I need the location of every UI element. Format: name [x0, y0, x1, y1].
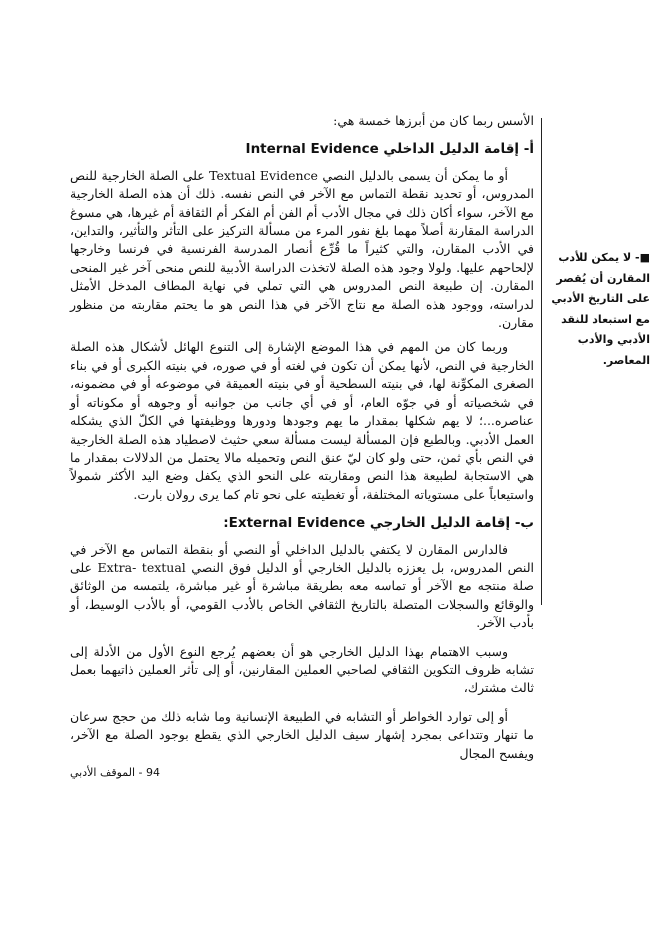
paragraph: فالدارس المقارن لا يكتفي بالدليل الداخلي أو النصي أو بنقطة التماس مع الآخر في النص المدروس، بل يعززه بالدليل الخارجي أو الدليل فوق النصي Extra- textual على صلة منتجه مع الآخر أو تماسه معه بطريقة مباشرة أو غير مباشرة، يلتمسه من الوثائق والوقائع والسجلات المتصلة بالتاريخ الثقافي الخاص بالأدب القومي، أو بالأدب الوسيط، أو بأدب الآخر.: [70, 541, 534, 631]
paragraph: أو ما يمكن أن يسمى بالدليل النصي Textual Evidence على الصلة الخارجية للنص المدروس، أو تحديد نقطة التماس مع الآخر في النص نفسه. ذلك أن هذه الصلة الخارجية مع الآخر، سواء أكان ذلك في مجال الأدب أم الفن أم الفكر أم الثقافة أم غيرها، هي مسوغ الدراسة المقارنة أصلاً مهما بلغ نفور المرء من مسألة التركيز على التأثر والتأثير، والتداين، في الأدب المقارن، والتي كثيراً ما قُرِّع أنصار المدرسة الفرنسية في فرنسا وخارجها لإلحاحهم عليها. ولولا وجود هذه الصلة لاتخذت الدراسة الأدبية للنص منحى آخر غير المنحى المقارن. إن طبيعة النص المدروس هي التي تملي في نهاية المطاف المدخل الأمثل لدراسته، ووجود هذه الصلة مع نتاج الآخر في هذا النص هو ما يحتم مقاربته من منظور مقارن.: [70, 167, 534, 331]
main-text-column: [70, 112, 534, 763]
section-heading-internal-evidence: أ- إقامة الدليل الداخلي Internal Evidence: [245, 141, 534, 158]
section-heading-external-evidence: ب- إقامة الدليل الخارجي External Evidence:: [223, 515, 534, 532]
page-footer: 94 - الموقف الأدبي: [70, 766, 161, 779]
margin-divider-line: [541, 118, 542, 605]
intro-line: الأسس ربما كان من أبرزها خمسة هي:: [333, 113, 534, 128]
margin-note: ■- لا يمكن للأدب المقارن أن يُقصر على التاريخ الأدبي مع استبعاد للنقد الأدبي والأدب المعاصر.: [551, 251, 650, 367]
paragraph: وسبب الاهتمام بهذا الدليل الخارجي هو أن بعضهم يُرجع النوع الأول من الأدلة إلى تشابه ظروف التكوين الثقافي لصاحبي العملين المقارنين، أو إلى تأثر العملين ذاتيهما بعمل ثالث مشترك،: [70, 643, 534, 696]
paragraph: وربما كان من المهم في هذا الموضع الإشارة إلى التنوع الهائل لأشكال هذه الصلة الخارجية في النص، لأنها يمكن أن تكون في لغته أو في صوره، في بنيته الكبرى أو في بناء الصغرى المكوِّنة لها، في بنيته السطحية أو في بنيته العميقة في موضوعه أو في مضمونه، في شخصياته أو في جوّه العام، أو في أي جانب من جوانبه أو وجوهه أو مكوناته أو عناصره...؛ لا يهم شكلها بمقدار ما يهم وجودها ودورها ووظيفتها في الكلّ الذي يشكله العمل الأدبي. وبالطبع فإن المسألة ليست مسألة سعي حثيث لاصطياد هذه الصلة الخارجية في النص بأي ثمن، حتى ولو كان ليّ عنق النص وتحميله مالا يحتمل من الدلالات بمقدار ما هي الاستجابة لطبيعة هذا النص ومقاربته على النحو الذي يكفل وضع اليد الأكثر شمولاً واستيعاباً على مستوياته المختلفة، أو تغطيته على نحو تام كما يرى رولان بارت.: [70, 339, 534, 502]
paragraph: أو إلى توارد الخواطر أو التشابه في الطبيعة الإنسانية وما شابه ذلك من حجج سرعان ما تنهار وتتداعى بمجرد إشهار سيف الدليل الخارجي الذي يقطع بوجود الصلة مع الآخر، ويفسح المجال: [70, 708, 534, 761]
